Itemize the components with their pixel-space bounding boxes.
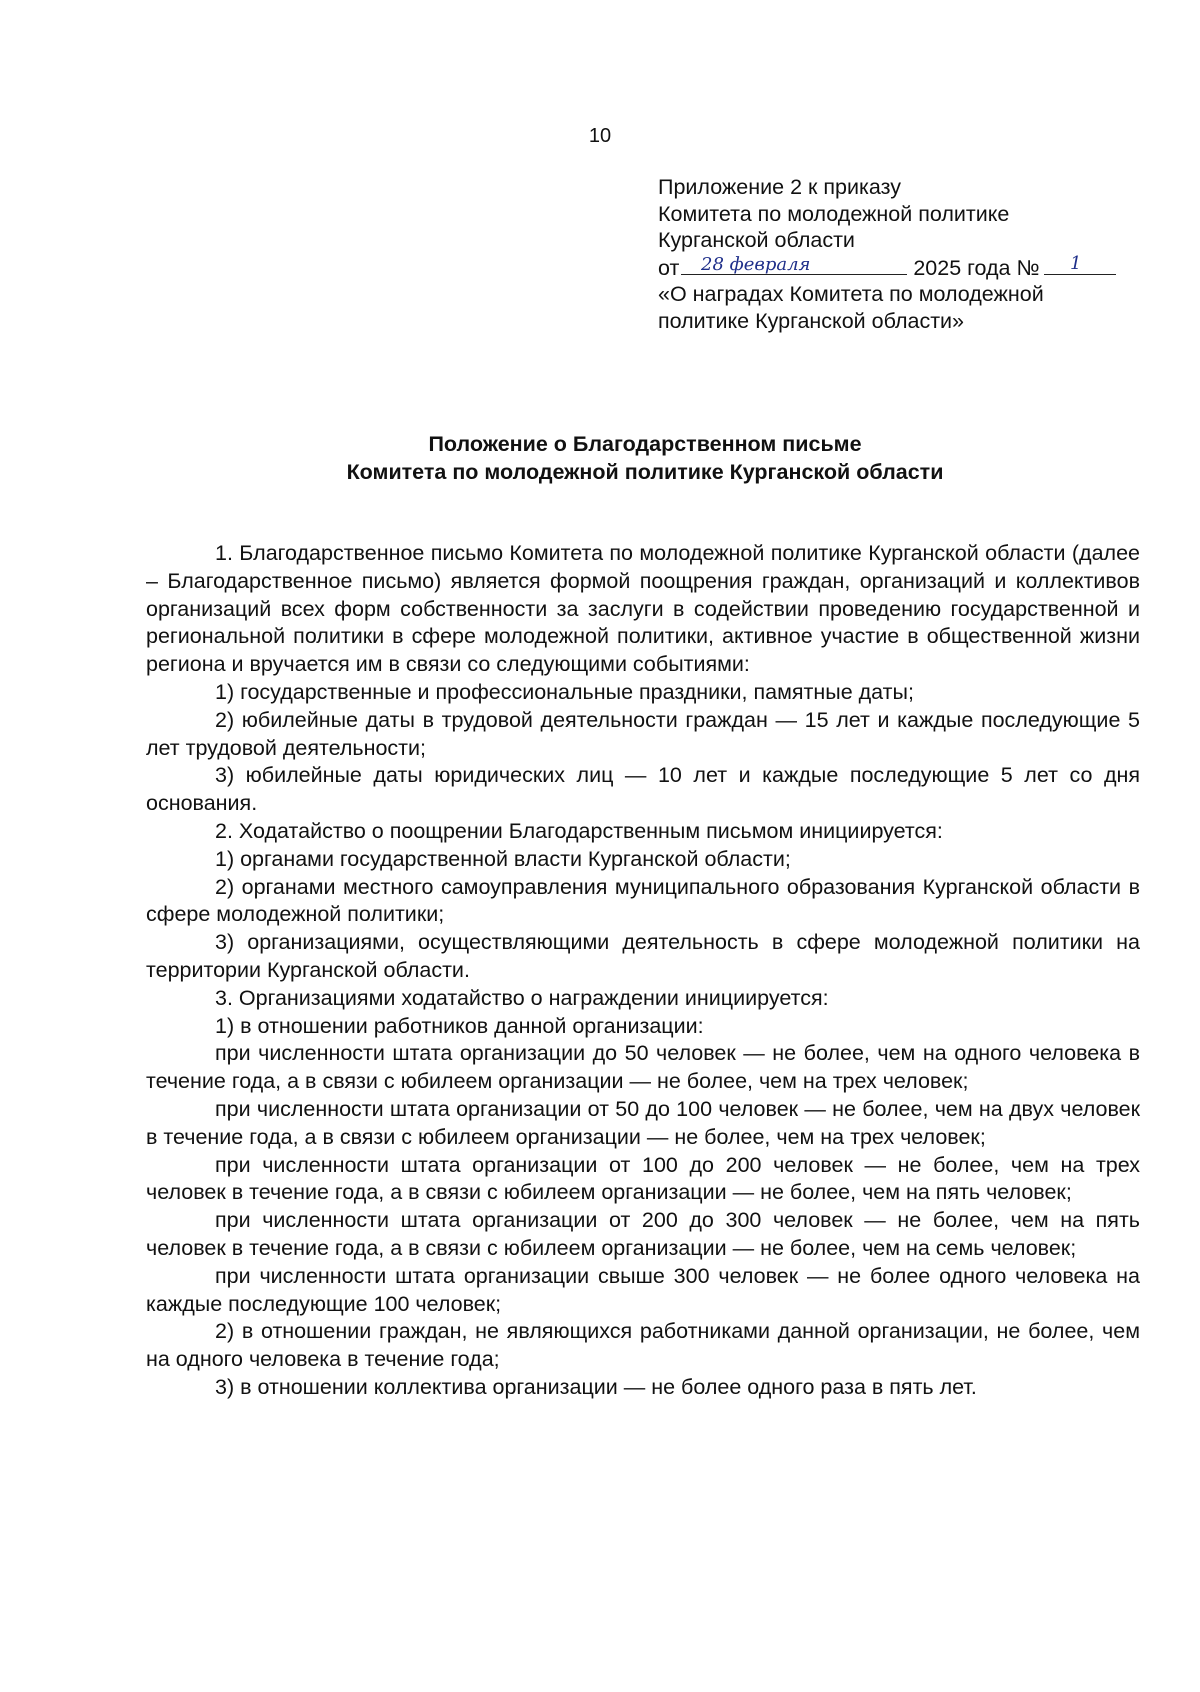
handwritten-number-text: 1 (1069, 252, 1081, 274)
paragraph: 2) в отношении граждан, не являющихся работниками данной организации, не более, чем на одного человека в течение года; (146, 1319, 1140, 1372)
appendix-line-1: Приложение 2 к приказу (658, 175, 901, 199)
document-body (146, 540, 1140, 1402)
appendix-line-2: Комитета по молодежной политике (658, 201, 1010, 226)
date-prefix: от (658, 255, 680, 280)
paragraph: при численности штата организации от 50 до 100 человек — не более, чем на двух человек в течение года, а в связи с юбилеем организации — не более, чем на трех человек; (146, 1096, 1140, 1149)
date-field (681, 254, 907, 275)
appendix-line-6: политике Курганской области» (658, 308, 965, 333)
paragraph: 2) органами местного самоуправления муниципального образования Курганской области в сфере молодежной политики; (146, 874, 1140, 927)
paragraph: 2) юбилейные даты в трудовой деятельности граждан — 15 лет и каждые последующие 5 лет трудовой деятельности; (146, 707, 1140, 760)
paragraph: 1. Благодарственное письмо Комитета по молодежной политике Курганской области (далее – Благодарственное письмо) является формой поощрения граждан, организаций и коллективов организаций всех форм собственности за заслуги в содействии проведению государственной и региональной политики в сфере молодежной политики, активное участие в общественной жизни региона и вручается им в связи со следующими событиями: (146, 541, 1140, 677)
handwritten-date-signature (681, 250, 907, 276)
paragraph: 3) юбилейные даты юридических лиц — 10 лет и каждые последующие 5 лет со дня основания. (146, 763, 1140, 816)
year-text: 2025 года № (913, 255, 1040, 280)
paragraph: при численности штата организации свыше 300 человек — не более одного человека на каждые последующие 100 человек; (146, 1263, 1140, 1316)
appendix-date-line (658, 254, 1178, 282)
paragraph: при численности штата организации от 200 до 300 человек — не более, чем на пять человек в течение года, а в связи с юбилеем организации — не более, чем на семь человек; (146, 1208, 1140, 1260)
order-number-field (1044, 254, 1116, 275)
appendix-line-5: «О наградах Комитета по молодежной (658, 282, 1044, 306)
paragraph: 1) органами государственной власти Курганской области; (215, 846, 791, 871)
paragraph: 3. Организациями ходатайство о награждении инициируется: (215, 985, 829, 1010)
appendix-block (658, 174, 1178, 334)
paragraph: 1) государственные и профессиональные праздники, памятные даты; (215, 679, 914, 704)
paragraph: 3) организациями, осуществляющими деятельность в сфере молодежной политики на территории Курганской области. (146, 930, 1140, 982)
page-number: 10 (588, 125, 612, 147)
paragraph: 2. Ходатайство о поощрении Благодарственным письмом инициируется: (215, 818, 943, 843)
paragraph: при численности штата организации до 50 человек — не более, чем на одного человека в течение года, а в связи с юбилеем организации — не более, чем на трех человек; (146, 1041, 1140, 1094)
handwritten-number-signature (1044, 250, 1116, 276)
paragraph: 1) в отношении работников данной организации: (215, 1013, 704, 1038)
title-line-2: Комитета по молодежной политике Курганской области (346, 460, 944, 484)
document-title (0, 430, 1200, 486)
paragraph: при численности штата организации от 100 до 200 человек — не более, чем на трех человек в течение года, а в связи с юбилеем организации — не более, чем на пять человек; (146, 1152, 1140, 1205)
handwritten-date-text: 28 февраля (701, 253, 811, 275)
appendix-line-3: Курганской области (658, 228, 855, 252)
title-line-1: Положение о Благодарственном письме (428, 432, 862, 456)
paragraph: 3) в отношении коллектива организации — не более одного раза в пять лет. (215, 1374, 977, 1399)
